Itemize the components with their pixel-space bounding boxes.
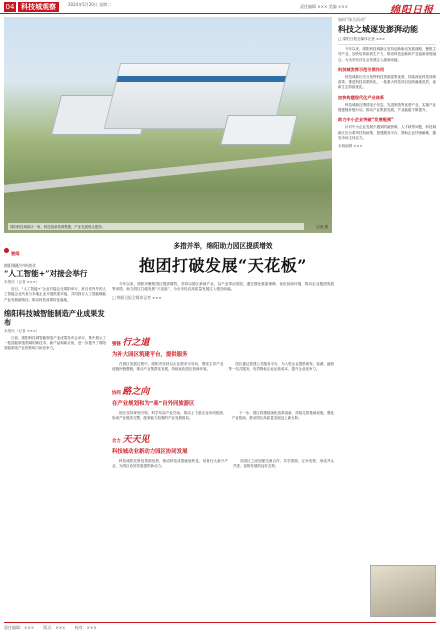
lead-photo xyxy=(4,17,332,233)
photo-credit: 记者 摄 xyxy=(316,225,328,229)
editor-line: 责任编辑 ××× 美编 ××× xyxy=(300,4,348,9)
page-footer xyxy=(4,622,436,632)
right-subheading: 助力中小企业突破“发展瓶颈” xyxy=(338,117,394,123)
sidebar-byline: 本报讯（记者 ×××） xyxy=(4,280,40,284)
sidebar-title: 绵阳科技城智能制造产业成果发布 xyxy=(4,308,105,327)
section-paragraph: 园区坚持规划引领，科学布局产业空间，推动上下游企业协同配套，形成产业链条完整、配套能力较强的产业发展格局。 xyxy=(112,410,227,420)
column-title: 科技城观察 xyxy=(18,2,59,12)
section-paragraph: 下一步，园区将继续深化改革创新，持续完善基础设施，强化产业招商，推动园区高质量发展迈上新台阶。 xyxy=(231,410,334,420)
right-column-article xyxy=(338,17,436,613)
footer-item: 版式：××× xyxy=(43,625,66,630)
sidebar-label: 要闻 xyxy=(11,251,20,256)
right-paragraph: 针对中小企业发展中遇到的融资难、人才缺等问题，科技城新区出台系列扶持政策，搭建服务平台，帮助企业纾困解难，激发市场主体活力。 xyxy=(338,125,436,140)
right-subheading: 加快构建现代化产业体系 xyxy=(338,94,385,100)
right-editor: 本版编辑 ××× xyxy=(338,144,363,149)
main-byline: □ 绵阳日报全媒体记者 ××× xyxy=(112,294,162,300)
article-sections xyxy=(112,324,334,470)
page-header xyxy=(0,0,440,14)
building-shape xyxy=(220,115,297,145)
section-paragraph: 科技城依托科技资源优势，推动科技成果就地转化，培育壮大新兴产业，为园区协同发展提供新动力。 xyxy=(112,459,228,469)
footer-item: 校对：××× xyxy=(74,625,97,630)
section-paragraph: 园区通过搭建公共服务平台，为入驻企业提供研发、检测、融资等一站式服务，有效降低企业运营成本，提升企业竞争力。 xyxy=(228,362,334,372)
section-label: 合力 天天见 xyxy=(112,435,150,446)
right-paragraph: 科技城新区围绕电子信息、先进制造等优势产业，实施产业链强链补链行动，推动产业集群发展，产业能级不断提升。 xyxy=(338,102,436,113)
right-paragraph: 今年以来，绵阳科技城新区坚持创新驱动发展战略，聚焦主导产业，加快培育新质生产力，推动科技创新和产业创新深度融合，为全市经济社会发展注入澎湃动能。 xyxy=(338,47,436,62)
photo-caption: 绵阳科技城新区一角，科技创新资源集聚，产业发展势头强劲。 xyxy=(8,223,304,230)
right-kicker: 如何“保合而动” xyxy=(338,17,367,22)
sidebar-paragraph: 日前，绵阳科技城智能制造产业成果发布会举行，集中展示了一批智能制造领域的新技术、新产品和新应用，进一步提升了绵阳智能制造产业的影响力和竞争力。 xyxy=(4,335,106,351)
section-subtitle: 在产业规划和为“高”自外同旅游区 xyxy=(112,400,195,407)
road-shape xyxy=(4,148,332,194)
main-lede: 今年以来，绵阳市聚焦园区提质增效，坚持以园区承载产业、以产业带动发展，通过强化要素保障、优化营商环境、推动企业抱团发展等举措，助力园区打破发展“天花板”，为全市经济高质量发展注入强劲动能。 xyxy=(112,282,334,292)
section-subtitle: 科技城动业新动力园区协同发展 xyxy=(112,449,188,456)
sidebar-byline: 本报讯（记者 ×××） xyxy=(4,328,40,333)
issue-date: 2024年5月20日 星期二 xyxy=(68,2,112,7)
page-number: 04 xyxy=(5,3,15,11)
sidebar-title: “人工智能+”对接会举行 xyxy=(4,269,88,278)
sidebar-kicker: 绵阳城配中转商业 xyxy=(4,263,36,268)
main-kicker: 多措并举，绵阳助力园区提质增效 xyxy=(173,242,273,250)
main-article xyxy=(112,240,334,301)
sidebar-paragraph: 近日，“人工智能+”企业对接会在绵阳举行，来自省内外的人工智能企业代表与本地企业开展供需对接，共同探讨人工智能赋能产业发展新路径，推动科技成果转化落地。 xyxy=(4,287,106,302)
section-label: 协同 路之向 xyxy=(112,386,150,397)
article-section xyxy=(112,427,334,470)
newspaper-logo: 绵阳日报 xyxy=(390,5,434,16)
right-byline: □ 绵阳日报全媒体记者 ××× xyxy=(338,37,436,45)
section-subtitle: 为补大园区筑建平台，提供服务 xyxy=(112,352,188,358)
red-dot-icon xyxy=(4,248,9,253)
section-paragraph: 各园区之间加强交流合作，共享资源、互补优势，形成齐头并进、竞相发展的良好态势。 xyxy=(232,459,334,469)
left-sidebar xyxy=(4,240,106,615)
main-headline: 抱团打破发展“天花板” xyxy=(139,256,307,275)
footer-item: 责任编辑：××× xyxy=(4,625,35,630)
article-section xyxy=(112,330,334,373)
right-paragraph: 科技城新区充分发挥科技资源富集优势，持续深化科技体制改革，推进科技成果转化，一批重大科技项目加快落地见效，创新生态持续优化。 xyxy=(338,74,436,90)
right-subheading: 科技城发挥示范引领作用 xyxy=(338,66,385,72)
corner-photo xyxy=(370,565,436,617)
right-title: 科技之城逐发澎湃动能 xyxy=(338,24,418,34)
section-paragraph: 在园区发展过程中，绵阳市坚持以企业需求为导向，围绕主导产业延链补链强链，推动产业集群化发展，持续优化园区营商环境。 xyxy=(112,362,224,372)
section-label: 强链 行之道 xyxy=(112,338,150,348)
article-section xyxy=(112,379,334,422)
